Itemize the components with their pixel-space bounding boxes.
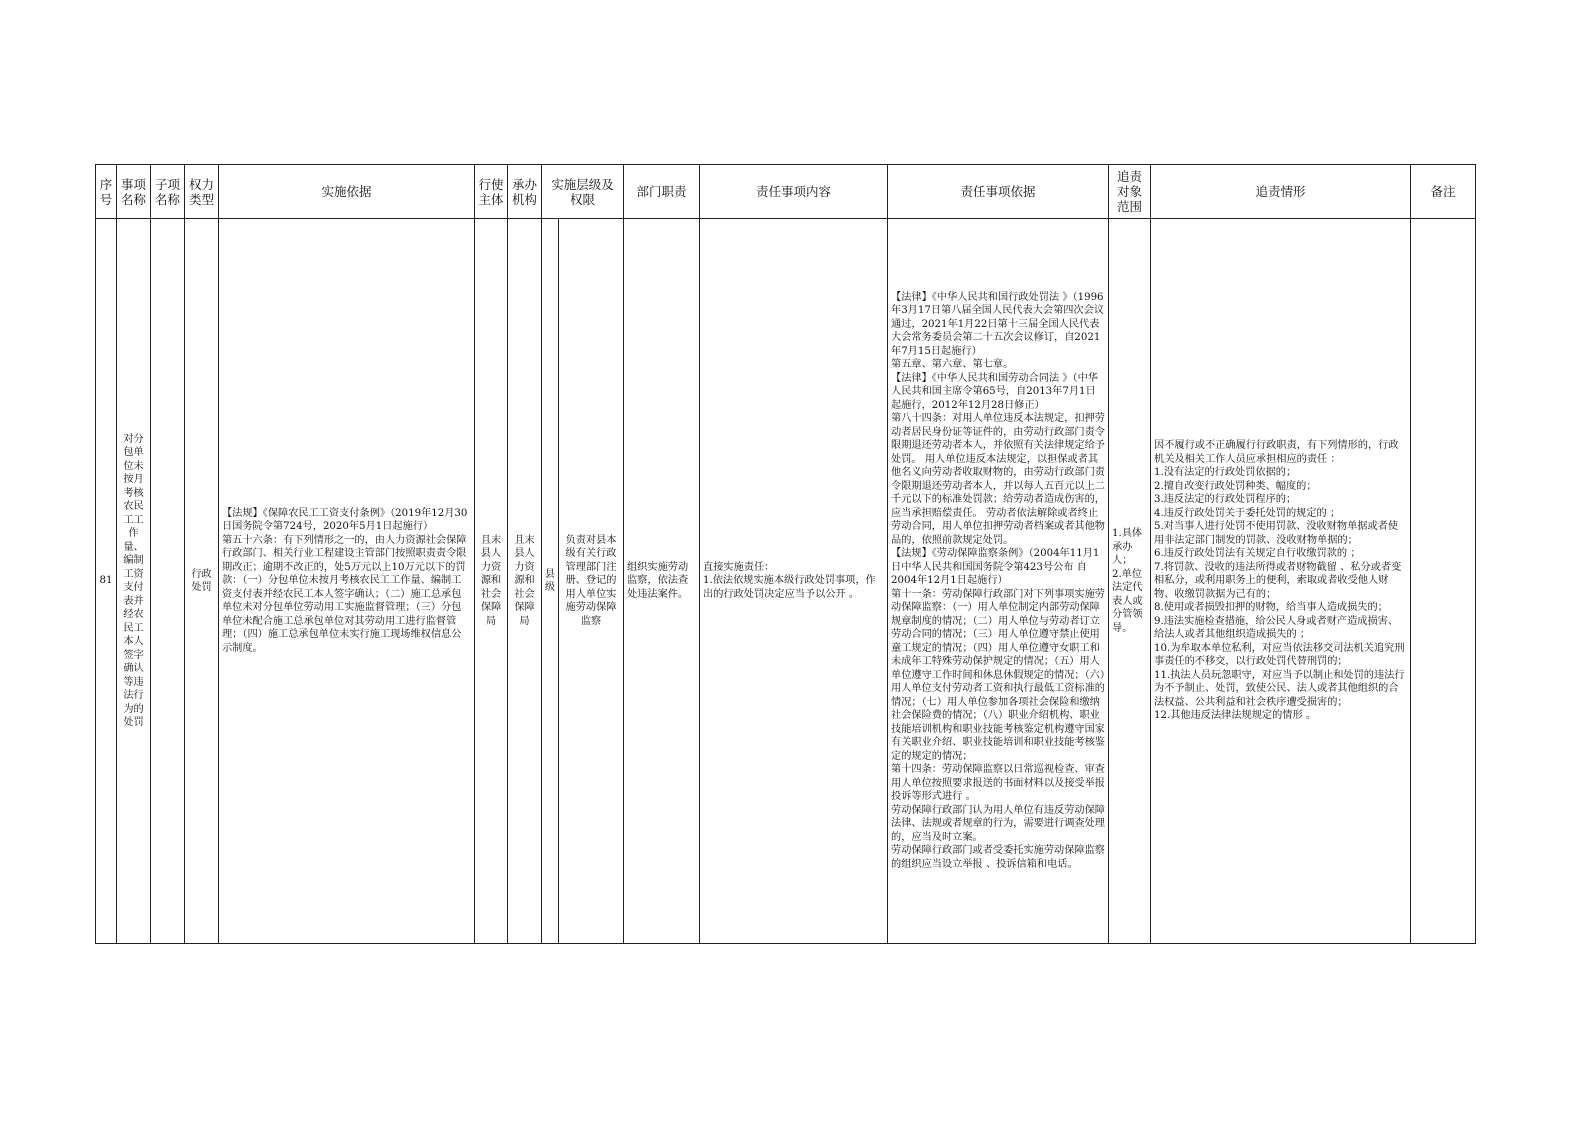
header-subject: 行使主体 [475,165,508,219]
header-situation: 追责情形 [1151,165,1411,219]
row-resp-basis: 【法律】《中华人民共和国行政处罚法 》（1996年3月17日第八届全国人民代表大会第四次会议通过，2021年1月22日第十三届全国人民代表大会常务委员会第二十五次会议修订，自2021年7月15日起施行） 第五章、第六章、第七章。 【法律】《中华人民共和国劳动合同法 》（中华人民共和国主席令第65号，自2013年7月1日起施行，2012年12月28日修正） 第八十四条：对用人单位违反本法规定，扣押劳动者居民身份证等证件的，由劳动行政部门责令限期退还劳动者本人，并依照有关法律规定给予处罚。 用人单位违反本法规定，以担保或者其他名义向劳动者收取财物的，由劳动行政部门责令限期退还劳动者本人，并以每人五百元以上二千元以下的标准处罚款；给劳动者造成伤害的，应当承担赔偿责任。 劳动者依法解除或者终止劳动合同，用人单位扣押劳动者档案或者其他物品的，依照前款规定处罚。 【法规】《劳动保障监察条例》（2004年11月1日中华人民共和国国务院令第423号公布 自2004年12月1日起施行） 第十一条：劳动保障行政部门对下列事项实施劳动保障监察：（一）用人单位制定内部劳动保障规章制度的情况；（二）用人单位与劳动者订立劳动合同的情况；（三）用人单位遵守禁止使用童工规定的情况；（四）用人单位遵守女职工和未成年工特殊劳动保护规定的情况；（五）用人单位遵守工作时间和休息休假规定的情况；（六）用人单位支付劳动者工资和执行最低工资标准的情况；（七）用人单位参加各项社会保险和缴纳社会保险费的情况；（八）职业介绍机构、职业技能培训机构和职业技能考核鉴定机构遵守国家有关职业介绍、职业技能培训和职业技能考核鉴定的规定的情况； 第十四条：劳动保障监察以日常巡视检查、审查用人单位按照要求报送的书面材料以及接受举报投诉等形式进行 。 劳动保障行政部门认为用人单位有违反劳动保障法律、法规或者规章的行为，需要进行调查处理的，应当及时立案。 劳动保障行政部门或者受委托实施劳动保障监察的组织应当设立举报 、投诉信箱和电话。 [888,219,1109,944]
header-dept-duty: 部门职责 [624,165,700,219]
header-seq: 序号 [96,165,117,219]
header-note: 备注 [1411,165,1476,219]
table-row [96,219,1476,944]
header-resp-content: 责任事项内容 [700,165,888,219]
header-power-type: 权力类型 [185,165,219,219]
responsibility-table [95,164,1476,944]
row-note [1411,219,1476,944]
row-agency: 且末县人力资源和社会保障局 [508,219,542,944]
header-row [96,165,1476,219]
header-item-name: 事项名称 [117,165,151,219]
row-level-b: 负责对县本级有关行政管理部门注册、登记的用人单位实施劳动保障监察 [559,219,624,944]
row-level-a: 县级 [542,219,559,944]
header-scope: 追责对象范围 [1109,165,1151,219]
row-basis: 【法规】《保障农民工工资支付条例》（2019年12月30日国务院令第724号，2020年5月1日起施行） 第五十六条：有下列情形之一的，由人力资源社会保障行政部门、相关行业工程建设主管部门按照职责责令限期改正；逾期不改正的，处5万元以上10万元以下的罚款：（一）分包单位未按月考核农民工工作量、编制工资支付表并经农民工本人签字确认；（二）施工总承包单位未对分包单位劳动用工实施监督管理；（三）分包单位未配合施工总承包单位对其劳动用工进行监督管理；（四）施工总承包单位未实行施工现场维权信息公示制度。 [219,219,475,944]
header-resp-basis: 责任事项依据 [888,165,1109,219]
row-subject: 且末县人力资源和社会保障局 [475,219,508,944]
row-item-name [117,219,151,944]
row-dept-duty: 组织实施劳动监察，依法查处违法案件。 [624,219,700,944]
row-item-name-text: 对分包单位未按月考核农民工工作量、编制工资支付表并经农民工本人签字确认等违法行为的处罚 [123,433,144,728]
row-seq: 81 [96,219,117,944]
header-basis: 实施依据 [219,165,475,219]
row-scope: 1.具体承办人； 2.单位法定代表人或分管领导。 [1109,219,1151,944]
row-power-type [185,219,219,944]
row-resp-content: 直接实施责任： 1.依法依规实施本级行政处罚事项，作出的行政处罚决定应当予以公开 。 [700,219,888,944]
row-situation: 因不履行或不正确履行行政职责，有下列情形的，行政机关及相关工作人员应承担相应的责任 ： 1.没有法定的行政处罚依据的； 2.擅自改变行政处罚种类、幅度的； 3.违反法定的行政处罚程序的； 4.违反行政处罚关于委托处罚的规定的 ； 5.对当事人进行处罚不使用罚款、没收财物单据或者使用非法定部门制发的罚款、没收财物单据的； 6.违反行政处罚法有关规定自行收缴罚款的 ； 7.将罚款、没收的违法所得或者财物截留 、私分或者变相私分，或利用职务上的便利，索取或者收受他人财物、收缴罚款据为己有的； 8.使用或者损毁扣押的财物，给当事人造成损失的； 9.违法实施检查措施，给公民人身或者财产造成损害、给法人或者其他组织造成损失的 ； 10.为牟取本单位私利，对应当依法移交司法机关追究刑事责任的不移交，以行政处罚代替刑罚的； 11.执法人员玩忽职守，对应当予以制止和处罚的违法行为不予制止、处罚，致使公民、法人或者其他组织的合法权益、公共利益和社会秩序遭受损害的； 12.其他违反法律法规规定的情形 。 [1151,219,1411,944]
row-power-type-text: 行政处罚 [191,568,212,593]
row-sub-item [151,219,185,944]
header-sub-item: 子项名称 [151,165,185,219]
header-level: 实施层级及权限 [542,165,624,219]
header-agency: 承办机构 [508,165,542,219]
